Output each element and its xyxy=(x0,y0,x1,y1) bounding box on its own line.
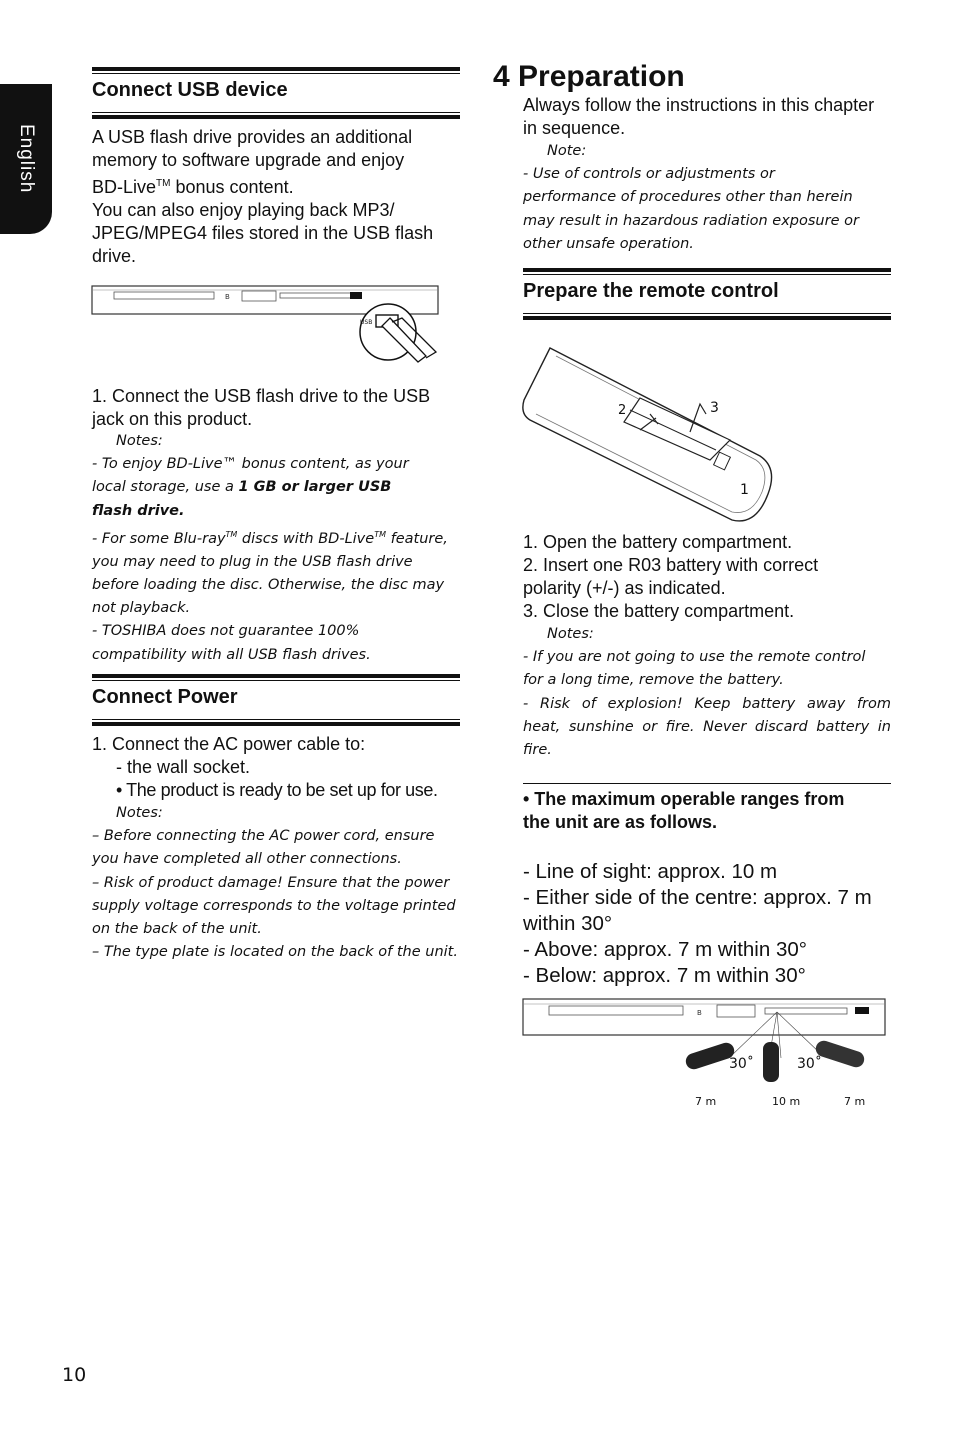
prep-note-line: - Use of controls or adjustments or xyxy=(523,166,775,183)
prep-note-line: performance of procedures other than herein xyxy=(523,189,853,206)
power-note-line: you have completed all other connections. xyxy=(92,851,402,868)
ranges-heading-line: the unit are as follows. xyxy=(523,812,718,832)
note-bold-text: 1 GB or larger USB xyxy=(238,479,392,496)
usb-step-1 xyxy=(92,385,462,431)
usb-note-line xyxy=(92,523,464,551)
remote-step-line: 2. Insert one R03 battery with correct xyxy=(523,555,819,575)
usb-note-line: before loading the disc. Otherwise, the disc may xyxy=(92,577,445,594)
heading-rule-bottom xyxy=(523,313,891,320)
usb-step-line: 1. Connect the USB flash drive to the USB xyxy=(92,386,431,406)
prep-note-label: Note: xyxy=(547,143,587,159)
power-heading: Connect Power xyxy=(92,686,238,708)
tm-mark: TM xyxy=(225,529,238,539)
power-step-line: - the wall socket. xyxy=(116,757,251,777)
range-line: - Above: approx. 7 m within 30° xyxy=(523,938,807,961)
figure-label-2: 2 xyxy=(618,403,627,418)
range-line: - Line of sight: approx. 10 m xyxy=(523,860,778,883)
power-step-line: • The product is ready to be set up for use. xyxy=(116,780,438,800)
power-notes xyxy=(92,802,464,964)
usb-intro-line xyxy=(92,172,462,199)
angle-right-label: 30˚ xyxy=(797,1056,822,1072)
usb-connection-illustration xyxy=(90,282,440,364)
figure-label-3: 3 xyxy=(710,400,719,416)
heading-rule-bottom xyxy=(92,719,460,726)
prep-note-line: may result in hazardous radiation exposure or xyxy=(523,212,859,229)
ranges-list xyxy=(523,859,903,989)
remote-step-line: polarity (+/-) as indicated. xyxy=(523,578,726,598)
remote-note-line: fire. xyxy=(523,742,552,759)
bd-live-text: BD-Live xyxy=(92,177,157,197)
power-notes-label: Notes: xyxy=(116,805,163,821)
usb-note-line: compatibility with all USB flash drives. xyxy=(92,646,371,663)
note-text: discs with BD-Live xyxy=(237,530,375,547)
remote-note-line: - Risk of explosion! Keep battery away from xyxy=(523,695,891,712)
heading-rule-top xyxy=(92,674,460,681)
prep-intro-line: in sequence. xyxy=(523,118,626,138)
remote-step-line: 3. Close the battery compartment. xyxy=(523,601,795,621)
distance-left-label: 7 m xyxy=(695,1095,717,1108)
remote-notes-label: Notes: xyxy=(547,626,594,642)
remote-heading: Prepare the remote control xyxy=(523,280,779,302)
usb-intro xyxy=(92,126,462,268)
range-line: within 30° xyxy=(523,912,613,935)
ranges-rule xyxy=(523,783,891,784)
heading-rule-bottom xyxy=(92,112,460,119)
power-note-line: – Before connecting the AC power cord, ensure xyxy=(92,828,435,845)
angle-left-label: 30˚ xyxy=(729,1056,754,1072)
tm-mark: TM xyxy=(374,529,386,539)
remote-note-line: - If you are not going to use the remote control xyxy=(523,649,866,666)
svg-text:B: B xyxy=(225,293,230,301)
usb-note-line xyxy=(92,476,464,499)
usb-intro-line: A USB flash drive provides an additional xyxy=(92,127,413,147)
remote-steps xyxy=(523,531,895,623)
usb-note-line: - TOSHIBA does not guarantee 100% xyxy=(92,623,360,640)
ranges-heading-line: • The maximum operable ranges from xyxy=(523,789,845,809)
range-line: - Below: approx. 7 m within 30° xyxy=(523,964,806,987)
figure-label-1: 1 xyxy=(740,482,749,498)
usb-step-line: jack on this product. xyxy=(92,409,253,429)
usb-note-line: not playback. xyxy=(92,600,191,617)
range-line: - Either side of the centre: approx. 7 m xyxy=(523,886,872,909)
prep-intro-line: Always follow the instructions in this chapter xyxy=(523,95,875,115)
note-text: feature, xyxy=(385,530,448,547)
prep-intro xyxy=(523,94,895,140)
usb-intro-line: memory to software upgrade and enjoy xyxy=(92,150,405,170)
usb-notes xyxy=(92,430,464,667)
note-bold-text: flash drive. xyxy=(92,502,185,519)
heading-rule-top xyxy=(92,67,460,74)
usb-note-line: you may need to plug in the USB flash drive xyxy=(92,553,413,570)
note-text: local storage, use a xyxy=(92,479,239,496)
usb-intro-line: JPEG/MPEG4 files stored in the USB flash xyxy=(92,223,434,243)
chapter-title: 4 Preparation xyxy=(493,60,685,93)
remote-note-line: heat, sunshine or fire. Never discard battery in xyxy=(523,718,891,735)
operable-range-illustration xyxy=(521,996,888,1112)
usb-intro-line: You can also enjoy playing back MP3/ xyxy=(92,200,395,220)
language-tab-label: English xyxy=(16,124,37,194)
distance-right-label: 7 m xyxy=(844,1095,866,1108)
power-step-line: 1. Connect the AC power cable to: xyxy=(92,734,366,754)
remote-notes xyxy=(523,623,891,762)
usb-port-label: USB xyxy=(360,319,373,326)
remote-step-line: 1. Open the battery compartment. xyxy=(523,532,793,552)
prep-note-line: other unsafe operation. xyxy=(523,235,694,252)
remote-battery-illustration xyxy=(520,344,775,528)
power-steps xyxy=(92,733,464,802)
tm-mark: TM xyxy=(156,178,171,189)
heading-rule-top xyxy=(523,268,891,275)
power-note-line: – The type plate is located on the back of the unit. xyxy=(92,944,458,961)
power-note-line: on the back of the unit. xyxy=(92,921,262,938)
power-note-line: – Risk of product damage! Ensure that the power xyxy=(92,874,450,891)
distance-center-label: 10 m xyxy=(772,1095,801,1108)
ranges-heading xyxy=(523,788,895,834)
usb-intro-line: drive. xyxy=(92,246,137,266)
remote-note-line: for a long time, remove the battery. xyxy=(523,672,784,689)
page-number: 10 xyxy=(62,1364,87,1386)
prep-note xyxy=(523,140,895,256)
usb-notes-label: Notes: xyxy=(116,433,163,449)
svg-text:B: B xyxy=(697,1009,702,1017)
note-text: - For some Blu-ray xyxy=(92,530,226,547)
power-note-line: supply voltage corresponds to the voltage printed xyxy=(92,897,456,914)
usb-heading: Connect USB device xyxy=(92,79,288,101)
bonus-text: bonus content. xyxy=(170,177,294,197)
usb-note-line: - To enjoy BD-Live™ bonus content, as your xyxy=(92,456,409,473)
